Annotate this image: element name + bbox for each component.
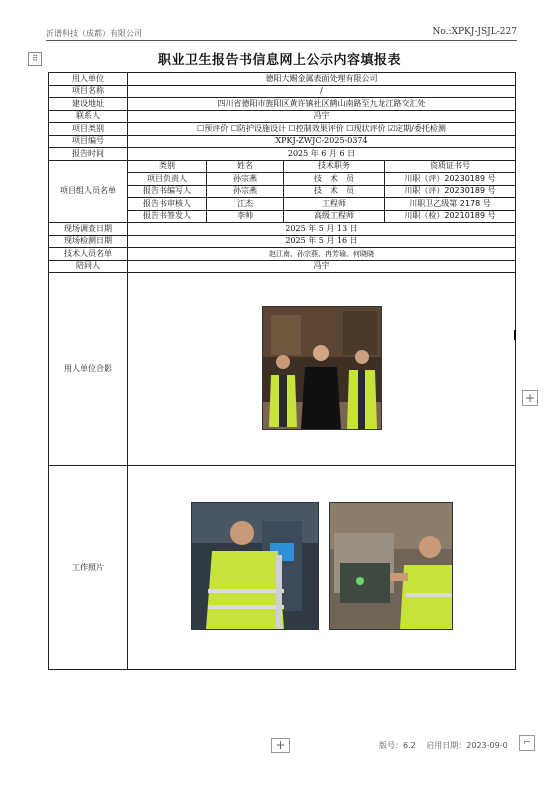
checkbox-checked-icon[interactable]: ☑ [388,123,396,133]
add-row-plus-icon[interactable]: + [271,738,290,753]
contact-label: 联系人 [49,110,128,123]
project-no-label: 项目编号 [49,135,128,148]
team-title[interactable]: 技 术 员 [284,185,385,198]
team-role: 报告书审核人 [128,198,207,211]
employer-value[interactable]: 德阳大赐金属表面处理有限公司 [128,73,516,86]
work-photo-1-image [192,503,318,629]
tech-staff-label: 技术人员名单 [49,248,128,261]
text-cursor [514,330,516,340]
category-option-status-evaluation[interactable]: ☐现状评价 [346,123,386,133]
footer-effective-date: 启用日期：2023-09-0 [426,741,508,750]
team-title[interactable]: 技 术 员 [284,173,385,186]
project-name-value[interactable]: / [128,85,516,98]
tech-staff-value[interactable]: 赵江南、孙宗燕、冉芳瑜、何晓晓 [128,248,516,261]
group-photo-label: 用人单位合影 [49,273,128,466]
report-time-label: 报告时间 [49,148,128,161]
checkbox-unchecked-icon[interactable]: ☐ [197,123,205,133]
survey-date-value[interactable]: 2025 年 5 月 13 日 [128,223,516,236]
team-name[interactable]: 孙宗燕 [207,173,284,186]
project-name-label: 项目名称 [49,85,128,98]
footer-version: 版号：6.2 [379,741,416,750]
category-label: 项目类别 [49,123,128,136]
page-footer [379,740,516,751]
work-photo-1[interactable] [191,502,319,630]
team-role: 报告书签发人 [128,210,207,223]
team-title[interactable]: 工程师 [284,198,385,211]
project-no-value[interactable]: XPKJ-ZWJC-2025-0374 [128,135,516,148]
team-cert[interactable]: 川职（评）20230189 号 [385,173,516,186]
team-header-title: 技术职务 [284,160,385,173]
team-cert[interactable]: 川职卫乙级第 2178 号 [385,198,516,211]
escort-label: 陪同人 [49,260,128,273]
team-cert[interactable]: 川职（检）20210189 号 [385,210,516,223]
page-title: 职业卫生报告书信息网上公示内容填报表 [157,53,401,68]
team-header-name: 姓名 [207,160,284,173]
team-header-role: 类别 [128,160,207,173]
survey-date-label: 现场调查日期 [49,223,128,236]
address-label: 建设地址 [49,98,128,111]
category-option-control-evaluation[interactable]: ☐控制效果评价 [288,123,344,133]
team-name[interactable]: 孙宗燕 [207,185,284,198]
escort-value[interactable]: 冯宇 [128,260,516,273]
employer-label: 用人单位 [49,73,128,86]
header-company: 沂谱科技（成都）有限公司 [46,29,142,38]
checkbox-unchecked-icon[interactable]: ☐ [346,123,354,133]
test-date-value[interactable]: 2025 年 5 月 16 日 [128,235,516,248]
table-resize-corner-icon[interactable]: ⌐ [519,735,535,751]
work-photo-cell[interactable] [128,466,516,670]
team-label: 项目组人员名单 [49,160,128,223]
group-photo[interactable] [262,306,382,430]
team-title[interactable]: 高级工程师 [284,210,385,223]
contact-value[interactable]: 冯宇 [128,110,516,123]
category-option-periodic-testing[interactable]: ☑定期/委托检测 [388,123,446,133]
team-cert[interactable]: 川职（评）20230189 号 [385,185,516,198]
team-role: 报告书编写人 [128,185,207,198]
group-photo-image [263,307,381,429]
disclosure-form-table [48,72,516,670]
checkbox-unchecked-icon[interactable]: ☐ [230,123,239,133]
work-photo-label: 工作照片 [49,466,128,670]
checkbox-unchecked-icon[interactable]: ☐ [288,123,296,133]
work-photo-2[interactable] [329,502,453,630]
add-column-plus-icon[interactable]: + [522,390,538,406]
group-photo-cell[interactable] [128,273,516,466]
table-move-handle-icon[interactable]: ⠿ [28,52,42,66]
team-role: 项目负责人 [128,173,207,186]
address-value[interactable]: 四川省德阳市旌阳区黄许镇社区鹤山南路至九龙江路交汇处 [128,98,516,111]
work-photo-2-image [330,503,452,629]
header-doc-no: No.:XPKJ-JSJL-227 [432,27,517,37]
team-header-cert: 资质证书号 [385,160,516,173]
category-options [128,123,516,136]
test-date-label: 现场检测日期 [49,235,128,248]
category-option-protective-design[interactable]: ☐防护设施设计 [230,123,287,133]
team-name[interactable]: 江杰 [207,198,284,211]
header-rule [46,40,517,41]
report-time-value[interactable]: 2025 年 6 月 6 日 [128,148,516,161]
category-option-pre-assessment[interactable]: ☐预评价 [197,123,229,133]
team-name[interactable]: 李帅 [207,210,284,223]
